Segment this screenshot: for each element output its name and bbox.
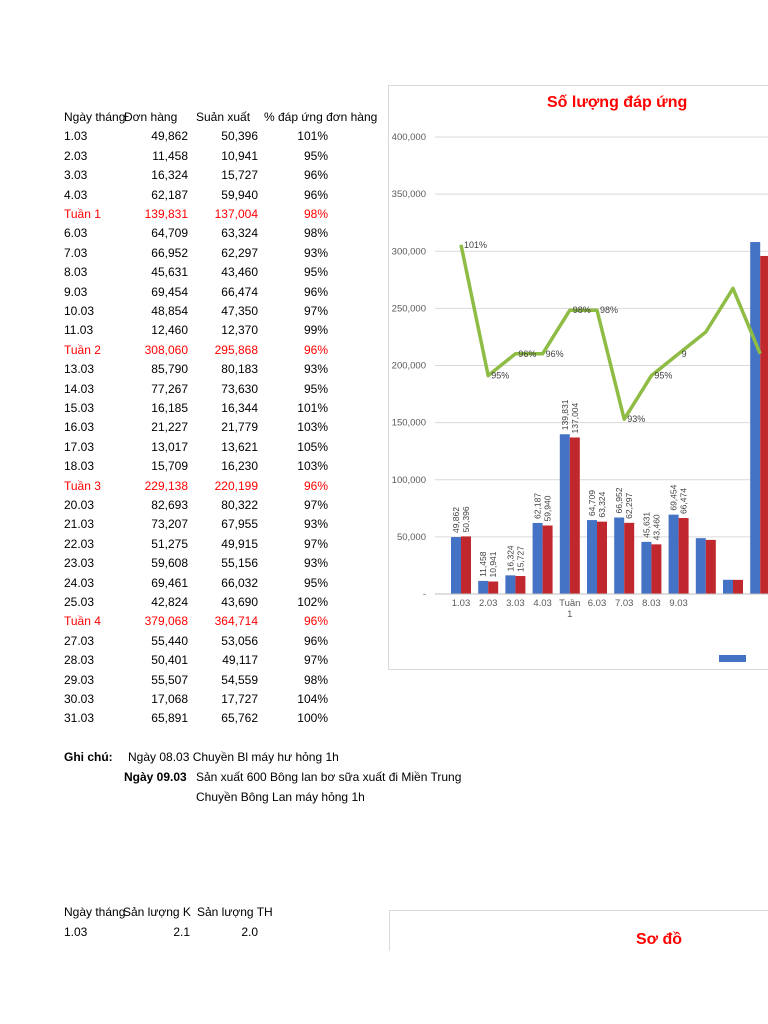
table-row xyxy=(64,246,394,265)
table-row xyxy=(64,265,394,284)
order-bar xyxy=(750,242,760,594)
notes-label: Ghi chú: xyxy=(64,750,113,764)
percent-cell: 97% xyxy=(303,498,328,512)
production-cell: 15,727 xyxy=(221,168,258,183)
production-bar xyxy=(461,536,471,594)
order-cell: 139,831 xyxy=(144,207,188,221)
date-cell: 30.03 xyxy=(64,692,95,706)
x-tick-label: 7.03 xyxy=(614,598,634,609)
week-total-row xyxy=(64,614,394,633)
percent-cell: 96% xyxy=(303,633,328,648)
production-bar xyxy=(515,576,525,594)
order-cell: 15,709 xyxy=(151,459,188,474)
column-header: Sản lượng K xyxy=(123,905,191,919)
table-row xyxy=(64,576,394,595)
date-cell: 15.03 xyxy=(64,401,95,415)
week-total-row xyxy=(64,479,394,498)
date-cell: 22.03 xyxy=(64,536,95,551)
production-value-label: 43,460 xyxy=(651,514,662,541)
production-cell: 10,941 xyxy=(221,148,258,163)
production-cell: 67,955 xyxy=(221,517,258,532)
percent-cell: 95% xyxy=(303,575,328,590)
order-cell: 17,068 xyxy=(151,692,188,706)
percent-cell: 93% xyxy=(303,517,328,532)
production-cell: 59,940 xyxy=(221,187,258,202)
table-row xyxy=(64,537,394,556)
x-tick-label: 8.03 xyxy=(642,598,661,609)
production-cell: 12,370 xyxy=(221,323,258,338)
x-tick-label: 1 xyxy=(567,609,573,620)
note-line-3: Chuyền Bông Lan máy hỏng 1h xyxy=(196,790,365,804)
table2-header-row xyxy=(64,905,364,924)
percent-cell: 93% xyxy=(303,245,328,260)
production-value-label: 10,941 xyxy=(488,551,499,578)
week-total-row xyxy=(64,343,394,362)
production-cell: 295,868 xyxy=(214,342,258,357)
percent-cell: 96% xyxy=(303,478,328,493)
percent-cell: 99% xyxy=(303,323,328,338)
percent-label: 98% xyxy=(572,305,591,316)
production-value-label: 66,474 xyxy=(678,488,689,515)
note-line-2-text: Sản xuất 600 Bông lan bơ sữa xuất đi Miền Trung xyxy=(196,770,462,784)
order-value-label: 16,324 xyxy=(505,545,516,572)
date-cell: 13.03 xyxy=(64,362,95,377)
note-line-2-date: Ngày 09.03 xyxy=(124,770,187,784)
date-cell: 4.03 xyxy=(64,187,88,202)
table-row xyxy=(64,226,394,245)
table-row xyxy=(64,285,394,304)
order-cell: 69,461 xyxy=(151,575,188,590)
production-cell: 13,621 xyxy=(221,439,258,454)
order-value-label: 66,952 xyxy=(614,487,625,514)
percent-cell: 101% xyxy=(297,129,328,144)
production-cell: 43,690 xyxy=(221,595,258,609)
date-cell: 6.03 xyxy=(64,226,88,241)
order-bar xyxy=(614,518,624,594)
production-value-label: 62,297 xyxy=(624,492,635,519)
production-cell: 73,630 xyxy=(221,381,258,396)
date-cell: Tuần 2 xyxy=(64,342,101,357)
percent-cell: 95% xyxy=(303,148,328,163)
production-cell: 65,762 xyxy=(221,711,258,726)
table-row xyxy=(64,401,394,420)
y-tick-label: 400,000 xyxy=(391,132,426,143)
date-cell: 31.03 xyxy=(64,711,95,726)
date-cell: 1.03 xyxy=(64,129,88,144)
x-tick-label: 2.03 xyxy=(478,598,498,609)
chart-svg xyxy=(389,86,768,669)
percent-cell: 96% xyxy=(303,342,328,357)
table-row xyxy=(64,440,394,459)
production-cell: 137,004 xyxy=(214,207,258,221)
order-value-label: 69,454 xyxy=(668,484,679,511)
legend-swatch-order xyxy=(719,655,746,662)
order-cell: 16,324 xyxy=(151,168,188,183)
percent-cell: 95% xyxy=(303,265,328,280)
order-value-label: 64,709 xyxy=(587,490,597,517)
date-cell: 14.03 xyxy=(64,381,95,396)
y-tick-label: 300,000 xyxy=(391,246,426,258)
date-cell: 8.03 xyxy=(64,265,88,280)
table-row xyxy=(64,323,394,342)
production-value-label: 15,727 xyxy=(515,546,526,573)
order-cell: 82,693 xyxy=(151,498,188,512)
date-cell: 16.03 xyxy=(64,420,95,435)
order-cell: 50,401 xyxy=(151,653,188,668)
table-row xyxy=(64,653,394,672)
percent-cell: 101% xyxy=(297,401,328,415)
percent-cell: 97% xyxy=(303,653,328,668)
production-cell: 49,117 xyxy=(222,653,258,668)
order-cell: 42,824 xyxy=(151,595,188,609)
note-line-1: Ngày 08.03 Chuyền Bl máy hư hỏng 1h xyxy=(128,750,339,764)
date-cell: 2.03 xyxy=(64,148,88,163)
percent-cell: 97% xyxy=(303,536,328,551)
order-cell: 48,854 xyxy=(151,304,188,318)
date-cell: 3.03 xyxy=(64,168,88,183)
y-tick-label: - xyxy=(422,589,426,600)
percent-cell: 97% xyxy=(303,304,328,318)
table-row xyxy=(64,673,394,692)
percent-label: 95% xyxy=(654,370,673,381)
x-tick-label: Tuần xyxy=(559,598,581,609)
table-row xyxy=(64,459,394,478)
percent-cell: 96% xyxy=(303,187,328,202)
production-cell: 62,297 xyxy=(221,245,258,260)
percent-label: 101% xyxy=(464,239,488,250)
order-bar xyxy=(669,515,679,594)
x-tick-label: 1.03 xyxy=(451,598,471,609)
order-value-label: 139,831 xyxy=(559,399,570,431)
table-row xyxy=(64,556,394,575)
table-row xyxy=(64,634,394,653)
order-bar xyxy=(696,538,706,594)
percent-cell: 93% xyxy=(303,362,328,377)
percent-cell: 103% xyxy=(297,459,328,474)
table-row xyxy=(64,168,394,187)
x-tick-label: 6.03 xyxy=(587,598,607,609)
column-header: % đáp ứng đơn hàng xyxy=(264,110,378,124)
order-bar xyxy=(723,580,733,594)
order-value-label: 49,862 xyxy=(451,507,461,534)
order-value-label: 62,187 xyxy=(532,492,543,519)
column-header: Ngày tháng xyxy=(64,905,126,919)
production-bar xyxy=(597,522,607,594)
percent-cell: 103% xyxy=(297,420,328,435)
production-cell: 16,230 xyxy=(221,459,258,474)
production-cell: 17,727 xyxy=(221,692,258,706)
chart-title: Số lượng đáp ứng xyxy=(547,94,688,111)
production-value-label: 63,324 xyxy=(597,491,607,518)
order-cell: 73,207 xyxy=(151,517,188,532)
order-cell: 69,454 xyxy=(151,284,188,299)
order-bar xyxy=(560,434,570,594)
production-bar xyxy=(651,544,661,594)
y-tick-label: 150,000 xyxy=(391,417,426,429)
order-cell: 65,891 xyxy=(151,711,188,726)
table-row xyxy=(64,362,394,381)
percent-label: 98% xyxy=(600,305,619,316)
percent-cell: 105% xyxy=(297,439,328,454)
date-cell: Tuần 4 xyxy=(64,614,101,629)
production-cell: 63,324 xyxy=(221,226,258,241)
percent-cell: 98% xyxy=(303,207,328,221)
order-cell: 12,460 xyxy=(151,323,188,338)
order-bar xyxy=(505,575,515,594)
order-cell: 229,138 xyxy=(144,478,188,493)
production-bar xyxy=(679,518,689,594)
production-cell: 66,474 xyxy=(221,284,258,299)
date-cell: 20.03 xyxy=(64,498,95,512)
order-response-chart xyxy=(388,85,768,670)
order-cell: 11,458 xyxy=(152,148,188,163)
order-cell: 13,017 xyxy=(151,439,188,454)
percent-cell: 96% xyxy=(303,614,328,629)
production-cell: 80,322 xyxy=(221,498,258,512)
percent-label: 9 xyxy=(681,348,687,359)
production-cell: 43,460 xyxy=(221,265,258,280)
table-row xyxy=(64,149,394,168)
order-bar xyxy=(641,542,651,594)
order-cell: 16,185 xyxy=(151,401,188,415)
table-row xyxy=(64,129,394,148)
x-tick-label: 4.03 xyxy=(533,598,552,609)
percent-cell: 93% xyxy=(303,556,328,571)
production-bar xyxy=(570,437,580,594)
date-cell: Tuần 1 xyxy=(64,207,101,221)
table-row xyxy=(64,420,394,439)
production-bar xyxy=(733,580,743,594)
order-cell: 55,440 xyxy=(151,633,188,648)
column-header: Đơn hàng xyxy=(124,110,178,124)
date-cell: 1.03 xyxy=(64,925,88,939)
order-cell: 66,952 xyxy=(151,245,188,260)
order-bar xyxy=(587,520,597,594)
order-cell: 308,060 xyxy=(144,342,188,357)
production-value-label: 59,940 xyxy=(542,495,553,522)
order-cell: 49,862 xyxy=(151,129,188,144)
x-tick-label: 3.03 xyxy=(506,598,525,609)
actual-output-cell: 2.0 xyxy=(241,925,258,939)
second-chart-panel xyxy=(389,910,768,951)
y-tick-label: 350,000 xyxy=(391,189,426,201)
date-cell: 28.03 xyxy=(64,653,95,668)
y-tick-label: 250,000 xyxy=(391,303,426,315)
production-cell: 80,183 xyxy=(221,362,258,377)
percent-cell: 102% xyxy=(297,595,328,609)
date-cell: 25.03 xyxy=(64,595,95,609)
order-cell: 55,507 xyxy=(151,672,188,687)
percent-label: 95% xyxy=(491,370,510,381)
date-cell: 17.03 xyxy=(64,439,95,454)
column-header: Ngày tháng xyxy=(64,110,126,124)
table-row xyxy=(64,517,394,536)
order-cell: 64,709 xyxy=(151,226,188,241)
percent-cell: 96% xyxy=(303,284,328,299)
order-cell: 59,608 xyxy=(151,556,188,571)
order-cell: 21,227 xyxy=(151,420,188,435)
percent-cell: 104% xyxy=(297,692,328,706)
production-bar xyxy=(488,581,498,594)
order-bar xyxy=(451,537,461,594)
date-cell: 27.03 xyxy=(64,633,95,648)
production-cell: 364,714 xyxy=(214,614,258,629)
table-row xyxy=(64,304,394,323)
date-cell: Tuần 3 xyxy=(64,478,101,493)
date-cell: 29.03 xyxy=(64,672,95,687)
percent-cell: 98% xyxy=(303,226,328,241)
column-header: Sản lượng TH xyxy=(197,905,273,919)
table-row xyxy=(64,498,394,517)
y-tick-label: 100,000 xyxy=(391,474,426,486)
production-cell: 21,779 xyxy=(221,420,258,435)
second-chart-title: Sơ đồ xyxy=(636,931,683,948)
order-cell: 85,790 xyxy=(151,362,188,377)
date-cell: 10.03 xyxy=(64,304,95,318)
date-cell: 21.03 xyxy=(64,517,95,532)
percent-cell: 98% xyxy=(303,672,328,687)
percent-label: 96% xyxy=(518,348,537,359)
table-row xyxy=(64,711,394,730)
table-row xyxy=(64,382,394,401)
date-cell: 9.03 xyxy=(64,284,88,299)
date-cell: 18.03 xyxy=(64,459,95,474)
order-cell: 62,187 xyxy=(151,187,188,202)
production-value-label: 50,396 xyxy=(461,506,471,533)
date-cell: 24.03 xyxy=(64,575,95,590)
y-tick-label: 50,000 xyxy=(396,531,426,543)
production-cell: 49,915 xyxy=(221,536,258,551)
order-cell: 77,267 xyxy=(151,381,188,396)
production-cell: 54,559 xyxy=(221,672,258,687)
production-cell: 220,199 xyxy=(214,478,258,493)
production-cell: 53,056 xyxy=(221,633,258,648)
column-header: Suản xuất xyxy=(196,110,251,124)
percent-label: 93% xyxy=(627,414,646,425)
order-bar xyxy=(533,523,543,594)
table-row xyxy=(64,188,394,207)
planned-output-cell: 2.1 xyxy=(173,925,190,939)
x-tick-label: 9.03 xyxy=(669,598,688,609)
date-cell: 11.03 xyxy=(64,323,94,338)
production-bar xyxy=(706,540,716,594)
date-cell: 7.03 xyxy=(64,245,88,260)
order-value-label: 45,631 xyxy=(641,511,652,538)
table-row xyxy=(64,925,364,944)
table-row xyxy=(64,595,394,614)
percent-cell: 96% xyxy=(303,168,328,183)
production-value-label: 137,004 xyxy=(569,402,580,434)
production-cell: 55,156 xyxy=(221,556,258,571)
production-cell: 66,032 xyxy=(221,575,258,590)
percent-label: 96% xyxy=(545,348,564,359)
production-bar xyxy=(760,256,768,594)
order-cell: 379,068 xyxy=(144,614,188,629)
table-row xyxy=(64,692,394,711)
order-bar xyxy=(478,581,488,594)
production-bar xyxy=(624,523,634,594)
week-total-row xyxy=(64,207,394,226)
order-value-label: 11,458 xyxy=(478,551,489,577)
production-cell: 16,344 xyxy=(221,401,258,415)
production-cell: 50,396 xyxy=(221,129,258,144)
percent-line xyxy=(461,245,760,419)
percent-cell: 95% xyxy=(303,381,328,396)
order-cell: 45,631 xyxy=(151,265,188,280)
percent-cell: 100% xyxy=(297,711,328,726)
production-cell: 47,350 xyxy=(221,304,258,318)
date-cell: 23.03 xyxy=(64,556,95,571)
table-header-row xyxy=(64,110,394,129)
order-cell: 51,275 xyxy=(151,536,188,551)
y-tick-label: 200,000 xyxy=(391,360,426,372)
production-bar xyxy=(543,526,553,594)
